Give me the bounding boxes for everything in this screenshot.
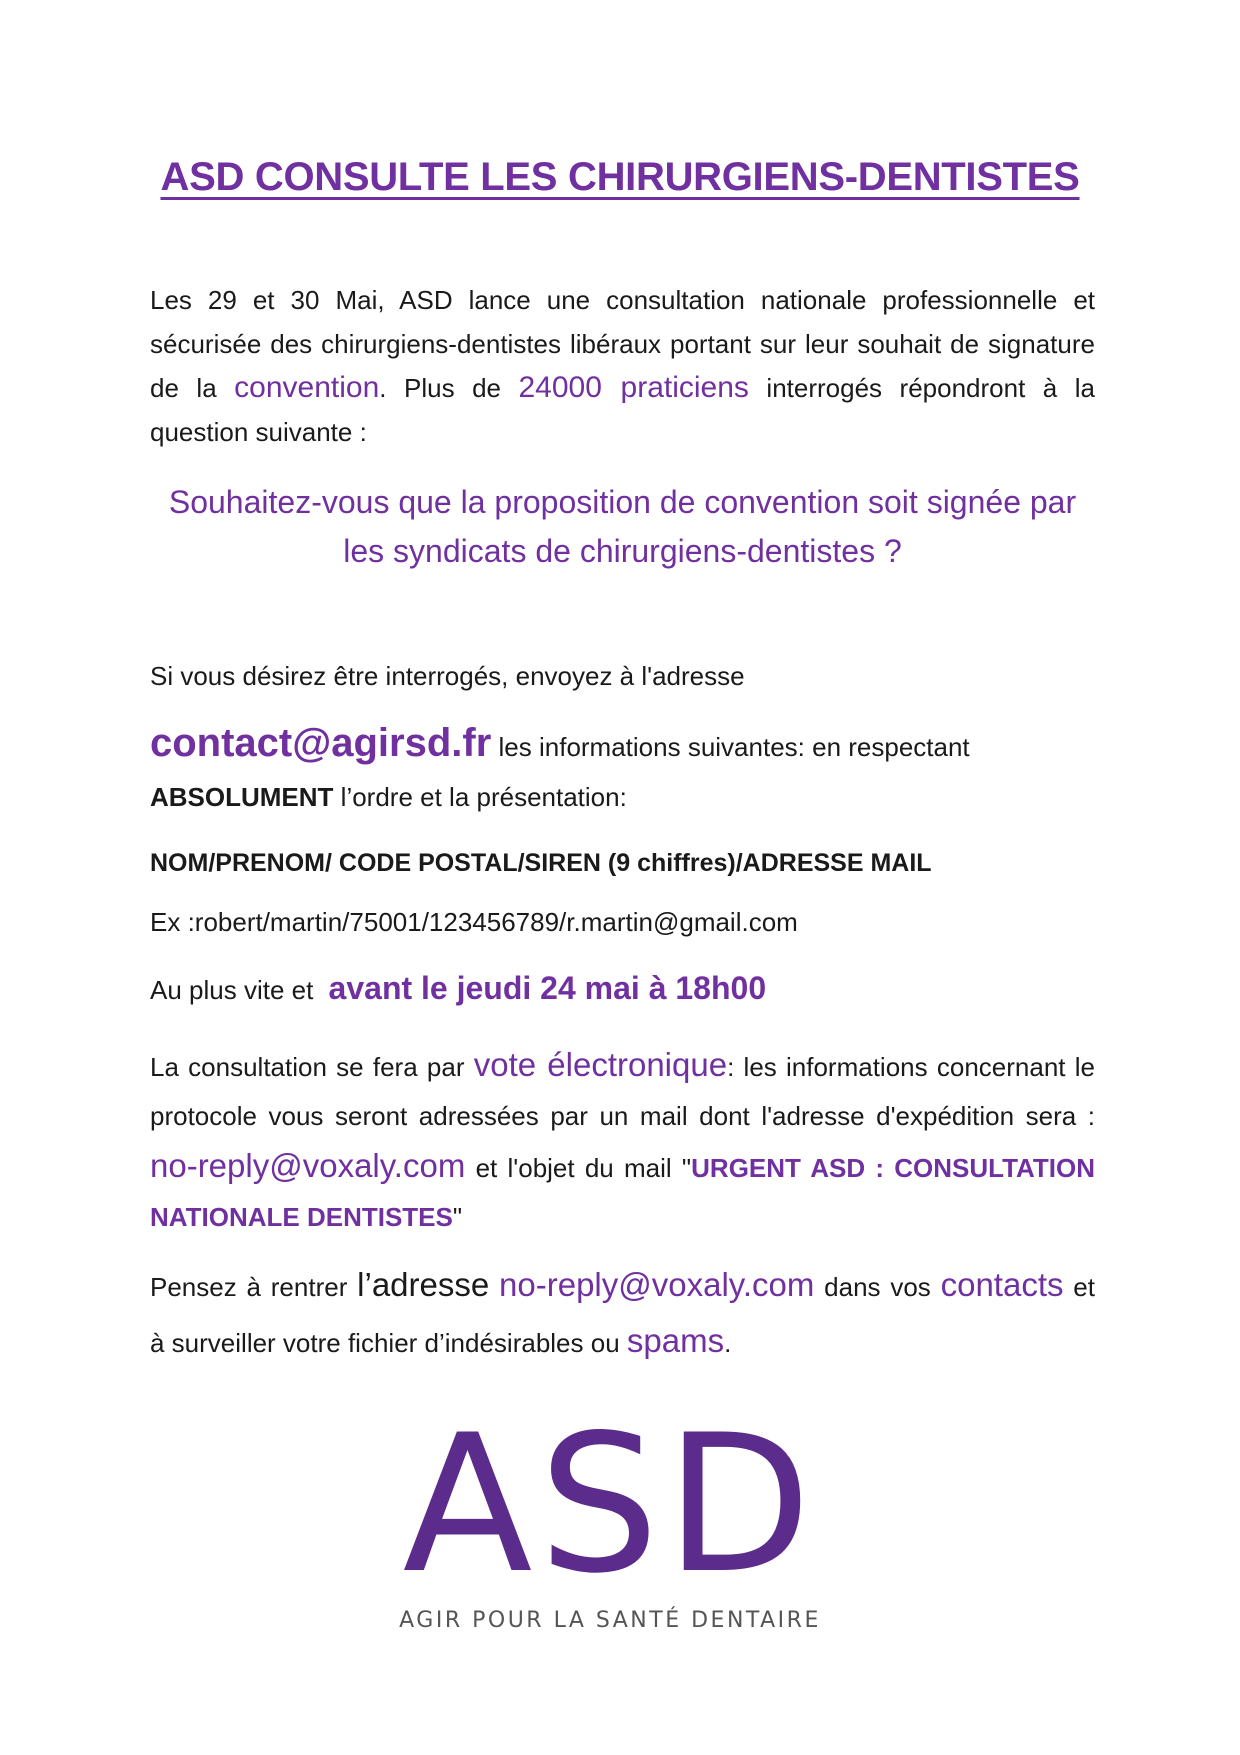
deadline-paragraph [150,966,1095,1012]
vote-text-1: La consultation se fera par [150,1052,474,1082]
vote-text-3: et l'objet du mail " [465,1153,692,1183]
reminder-paragraph [150,1258,1095,1370]
reminder-sender-email[interactable]: no-reply@voxaly.com [499,1266,815,1303]
reminder-text-4: . [724,1328,732,1358]
vote-paragraph [150,1040,1095,1242]
vote-sender-email[interactable]: no-reply@voxaly.com [150,1147,466,1184]
reminder-text-1: Pensez à rentrer [150,1272,358,1302]
email-absolutely: ABSOLUMENT [150,782,334,812]
vote-text-4: " [452,1202,463,1232]
page-title: ASD CONSULTE LES CHIRURGIENS-DENTISTES [160,155,1080,199]
intro-convention: convention [234,371,380,404]
intro-text-2: . Plus de [379,373,519,403]
email-paragraph [150,718,1095,822]
email-text-1: les informations suivantes: en respectant [491,732,970,762]
vote-text-2: : les informations concernant le protocole vous seront adressées par un mail dont l'adresse d'expédition sera : [150,1052,1095,1131]
format-line: NOM/PRENOM/ CODE POSTAL/SIREN (9 chiffres)/ADRESSE MAIL [150,849,932,877]
intro-paragraph [150,278,1095,454]
reminder-address-word: l’adresse [357,1266,490,1303]
deadline-date: avant le jeudi 24 mai à 18h00 [328,970,767,1006]
vote-electronic: vote électronique [473,1046,728,1083]
intro-text-1: Les 29 et 30 Mai, ASD lance une consultation nationale professionnelle et sécurisée des chirurgiens-dentistes libéraux portant sur leur souhait de signature de la [150,285,1095,403]
reminder-text-2: dans vos [814,1272,941,1302]
survey-question: Souhaitez-vous que la proposition de convention soit signée par les syndicats de chirurgiens-dentistes ? [168,484,1077,569]
reminder-text-3: et à surveiller votre fichier d’indésirables ou [150,1272,1095,1358]
deadline-prefix: Au plus vite et [150,975,314,1005]
asd-logo [370,1394,850,1633]
send-instruction: Si vous désirez être interrogés, envoyez à l'adresse [150,661,745,691]
reminder-contacts: contacts [940,1266,1064,1303]
reminder-spams: spams [626,1322,725,1359]
intro-text-3: interrogés répondront à la question suivante : [150,373,1095,447]
vote-mail-subject: URGENT ASD : CONSULTATION NATIONALE DENTISTES [150,1153,1095,1232]
email-text-2: l’ordre et la présentation: [333,782,627,812]
logo-mark: ASD [402,1394,818,1615]
intro-practitioners: 24000 praticiens [518,371,749,404]
contact-email-link[interactable]: contact@agirsd.fr [150,721,492,765]
example-line: Ex :robert/martin/75001/123456789/r.martin@gmail.com [150,907,798,937]
logo-tagline: AGIR POUR LA SANTÉ DENTAIRE [399,1608,821,1633]
